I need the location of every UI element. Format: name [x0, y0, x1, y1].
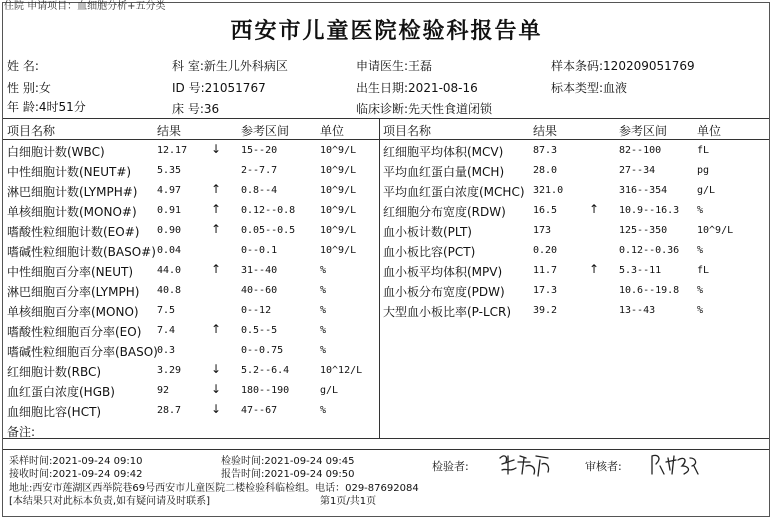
result-unit: % [320, 405, 327, 416]
result-value: 7.4 [157, 325, 176, 336]
result-value: 28.7 [157, 405, 182, 416]
result-unit: % [320, 345, 327, 356]
report-time: 报告时间:2021-09-24 09:50 [221, 469, 355, 480]
result-unit: % [697, 205, 704, 216]
result-value: 11.7 [533, 265, 558, 276]
result-unit: 10^9/L [320, 225, 357, 236]
header-bottom-rule [3, 139, 769, 140]
receive-time: 接收时间:2021-09-24 09:42 [9, 469, 143, 480]
result-unit: % [697, 245, 704, 256]
sample-type: 标本类型:血液 [551, 81, 628, 95]
result-value: 28.0 [533, 165, 558, 176]
reference-range: 82--100 [619, 145, 662, 156]
patient-department: 科 室:新生儿外科病区 [172, 59, 288, 73]
reference-range: 31--40 [241, 265, 278, 276]
result-name: 中性细胞计数(NEUT#) [7, 165, 132, 179]
result-flag: ↑ [211, 222, 222, 236]
report-title: 西安市儿童医院检验科报告单 [230, 18, 543, 44]
reference-range: 0--12 [241, 305, 272, 316]
page-indicator: 第1页/共1页 [320, 496, 377, 507]
result-name: 嗜碱性粒细胞百分率(BASO) [7, 345, 158, 359]
result-value: 0.90 [157, 225, 182, 236]
result-name: 血小板平均体积(MPV) [383, 265, 503, 279]
reference-range: 0.8--4 [241, 185, 278, 196]
result-value: 5.35 [157, 165, 182, 176]
result-value: 16.5 [533, 205, 558, 216]
result-name: 血细胞比容(HCT) [7, 405, 102, 419]
result-value: 321.0 [533, 185, 564, 196]
result-flag: ↓ [211, 362, 222, 376]
reference-range: 5.3--11 [619, 265, 662, 276]
result-unit: 10^9/L [320, 245, 357, 256]
tester-signature [496, 450, 554, 478]
birth-date: 出生日期:2021-08-16 [356, 81, 478, 95]
reference-range: 0.5--5 [241, 325, 278, 336]
reference-range: 0.12--0.36 [619, 245, 680, 256]
result-value: 3.29 [157, 365, 182, 376]
header-result-right: 结果 [533, 124, 558, 138]
result-name: 平均血红蛋白量(MCH) [383, 165, 505, 179]
result-value: 7.5 [157, 305, 176, 316]
result-value: 173 [533, 225, 552, 236]
result-name: 嗜酸性粒细胞计数(EO#) [7, 225, 140, 239]
header-range-left: 参考区间 [241, 124, 290, 138]
result-unit: pg [697, 165, 710, 176]
patient-id: ID 号:21051767 [172, 81, 266, 95]
result-name: 淋巴细胞百分率(LYMPH) [7, 285, 140, 299]
result-unit: g/L [697, 185, 716, 196]
result-name: 血红蛋白浓度(HGB) [7, 385, 115, 399]
header-range-right: 参考区间 [619, 124, 668, 138]
reference-range: 180--190 [241, 385, 290, 396]
result-value: 12.17 [157, 145, 188, 156]
result-unit: % [697, 305, 704, 316]
result-flag: ↑ [211, 262, 222, 276]
reference-range: 10.9--16.3 [619, 205, 680, 216]
header-name-left: 项目名称 [7, 124, 56, 138]
result-flag: ↑ [211, 182, 222, 196]
result-unit: 10^9/L [320, 185, 357, 196]
patient-age: 年 龄:4时51分 [7, 100, 86, 114]
requesting-doctor: 申请医生:王磊 [356, 59, 433, 73]
bed-number: 床 号:36 [172, 102, 220, 116]
reviewer-signature [648, 450, 702, 478]
reference-range: 10.6--19.8 [619, 285, 680, 296]
patient-name-label: 姓 名: [7, 59, 39, 73]
header-result-left: 结果 [157, 124, 182, 138]
reviewer-label: 审核者: [585, 460, 622, 473]
result-name: 血小板比容(PCT) [383, 245, 476, 259]
result-name: 嗜碱性粒细胞计数(BASO#) [7, 245, 156, 259]
column-divider [379, 118, 380, 438]
result-name: 单核细胞百分率(MONO) [7, 305, 139, 319]
request-note: 住院 申请项目：血细胞分析+五分类 [4, 1, 166, 12]
result-value: 0.20 [533, 245, 558, 256]
result-unit: % [320, 265, 327, 276]
header-unit-right: 单位 [697, 124, 722, 138]
result-flag: ↓ [211, 142, 222, 156]
result-flag: ↓ [211, 382, 222, 396]
result-unit: % [697, 285, 704, 296]
result-name: 白细胞计数(WBC) [7, 145, 105, 159]
header-unit-left: 单位 [320, 124, 345, 138]
result-unit: fL [697, 145, 710, 156]
result-value: 4.97 [157, 185, 182, 196]
result-value: 0.04 [157, 245, 182, 256]
result-unit: g/L [320, 385, 339, 396]
patient-sex: 性 别:女 [7, 81, 51, 95]
result-name: 红细胞平均体积(MCV) [383, 145, 504, 159]
result-name: 嗜酸性粒细胞百分率(EO) [7, 325, 142, 339]
reference-range: 0.05--0.5 [241, 225, 296, 236]
reference-range: 125--350 [619, 225, 668, 236]
result-unit: % [320, 285, 327, 296]
result-name: 血小板计数(PLT) [383, 225, 472, 239]
reference-range: 0--0.1 [241, 245, 278, 256]
sample-barcode: 样本条码:120209051769 [551, 59, 695, 73]
test-time: 检验时间:2021-09-24 09:45 [221, 456, 355, 467]
result-value: 17.3 [533, 285, 558, 296]
result-unit: 10^9/L [320, 205, 357, 216]
result-unit: 10^9/L [697, 225, 734, 236]
result-name: 平均血红蛋白浓度(MCHC) [383, 185, 525, 199]
result-value: 92 [157, 385, 170, 396]
result-value: 39.2 [533, 305, 558, 316]
result-flag: ↑ [211, 202, 222, 216]
result-name: 血小板分布宽度(PDW) [383, 285, 505, 299]
disclaimer: [本结果只对此标本负责,如有疑问请及时联系] [9, 496, 210, 507]
result-name: 淋巴细胞计数(LYMPH#) [7, 185, 138, 199]
result-name: 单核细胞计数(MONO#) [7, 205, 137, 219]
reference-range: 2--7.7 [241, 165, 278, 176]
result-value: 0.3 [157, 345, 176, 356]
lab-address: 地址:西安市莲湖区西举院巷69号西安市儿童医院二楼检验科临检组。电话：029-87692084 [9, 483, 419, 494]
result-flag: ↑ [589, 262, 600, 276]
reference-range: 15--20 [241, 145, 278, 156]
reference-range: 0.12--0.8 [241, 205, 296, 216]
remark-label: 备注: [7, 425, 36, 439]
reference-range: 0--0.75 [241, 345, 284, 356]
result-unit: 10^9/L [320, 165, 357, 176]
result-value: 40.8 [157, 285, 182, 296]
table-top-rule [3, 118, 769, 119]
result-value: 0.91 [157, 205, 182, 216]
result-value: 87.3 [533, 145, 558, 156]
result-flag: ↑ [589, 202, 600, 216]
header-name-right: 项目名称 [383, 124, 432, 138]
table-bottom-rule [3, 438, 769, 439]
reference-range: 5.2--6.4 [241, 365, 290, 376]
result-name: 大型血小板比率(P-LCR) [383, 305, 512, 319]
reference-range: 316--354 [619, 185, 668, 196]
result-unit: 10^9/L [320, 145, 357, 156]
result-unit: % [320, 305, 327, 316]
result-unit: fL [697, 265, 710, 276]
reference-range: 27--34 [619, 165, 656, 176]
reference-range: 47--67 [241, 405, 278, 416]
tester-label: 检验者: [432, 460, 469, 473]
reference-range: 40--60 [241, 285, 278, 296]
result-flag: ↑ [211, 322, 222, 336]
clinical-diagnosis: 临床诊断:先天性食道闭锁 [356, 102, 493, 116]
result-unit: 10^12/L [320, 365, 363, 376]
result-name: 红细胞计数(RBC) [7, 365, 102, 379]
result-name: 中性细胞百分率(NEUT) [7, 265, 134, 279]
result-flag: ↓ [211, 402, 222, 416]
result-name: 红细胞分布宽度(RDW) [383, 205, 506, 219]
result-value: 44.0 [157, 265, 182, 276]
result-unit: % [320, 325, 327, 336]
reference-range: 13--43 [619, 305, 656, 316]
collect-time: 采样时间:2021-09-24 09:10 [9, 456, 143, 467]
